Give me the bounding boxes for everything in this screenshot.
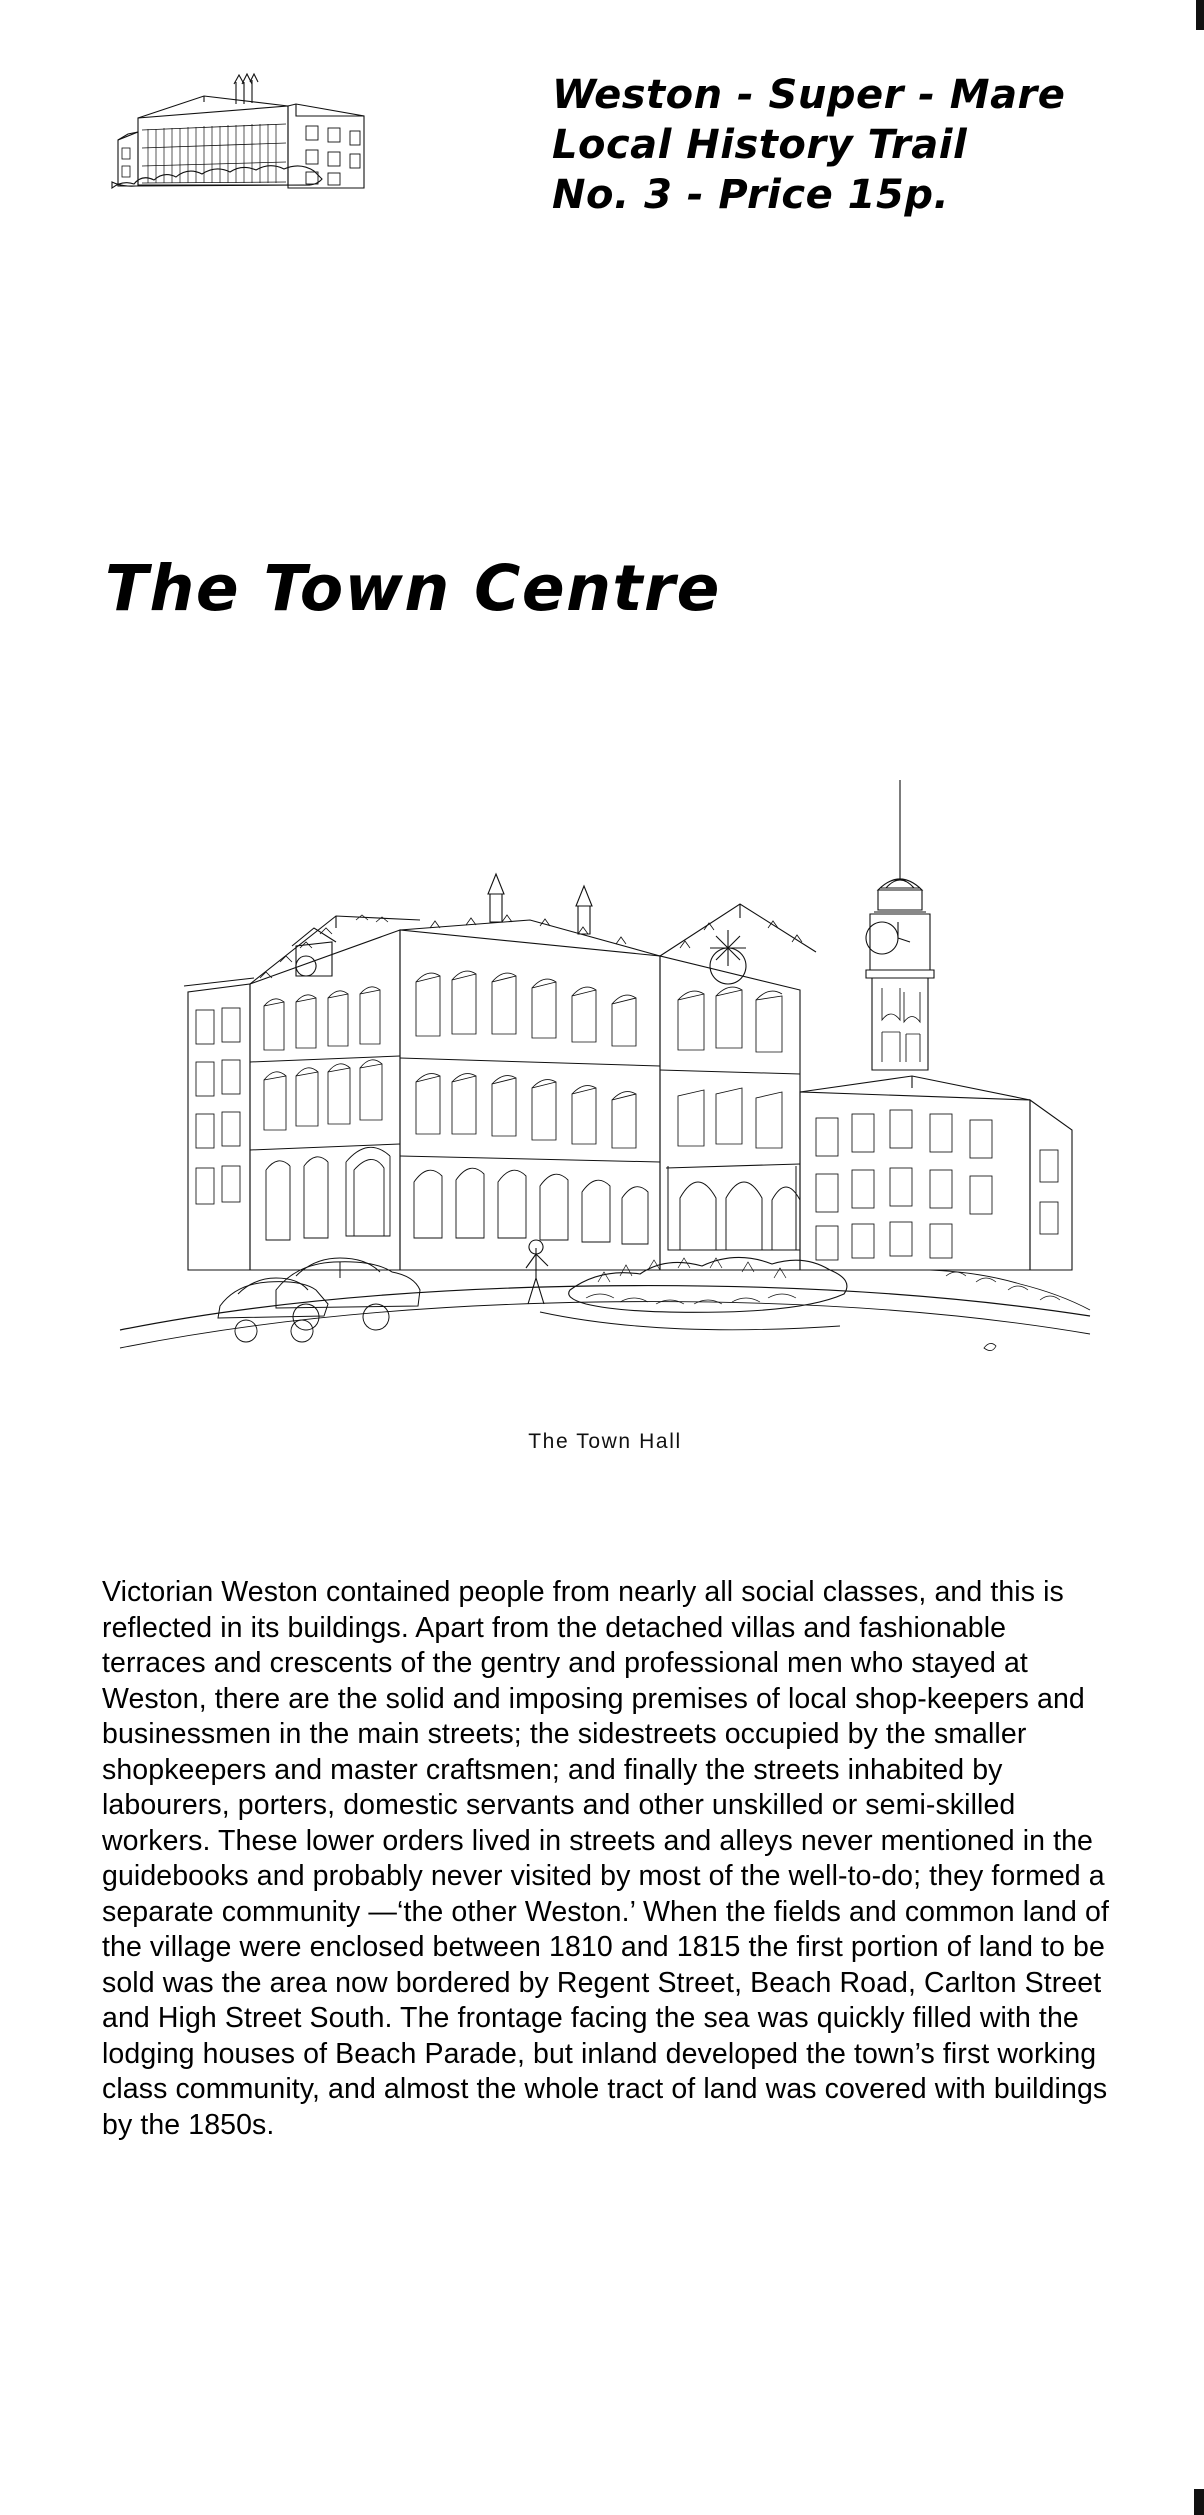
figure-caption: The Town Hall xyxy=(528,1430,682,1453)
masthead-line-1: Weston - Super - Mare xyxy=(552,72,1066,118)
historic-building-engraving-icon xyxy=(108,70,368,205)
scan-edge-artifact-top xyxy=(1196,0,1204,30)
masthead xyxy=(0,70,1204,250)
town-hall-line-drawing xyxy=(100,770,1110,1430)
publication-title xyxy=(552,70,1152,220)
body-paragraph: Victorian Weston contained people from nearly all social classes, and this is reflected in its buildings. Apart from the detached villas and fashionable terraces and crescents of the gentry and professional men who stayed at Weston, there are the solid and imposing premises of local shop-keepers and businessmen in the main streets; the sidestreets occupied by the smaller shopkeepers and master craftsmen; and finally the streets inhabited by labourers, porters, domestic servants and other unskilled or semi-skilled workers. These lower orders lived in streets and alleys never mentioned in the guidebooks and probably never visited by most of the well-to-do; they formed a separate community —‘the other Weston.’ When the fields and common land of the village were enclosed between 1810 and 1815 the first portion of land to be sold was the area now bordered by Regent Street, Beach Road, Carlton Street and High Street South. The frontage facing the sea was quickly filled with the lodging houses of Beach Parade, but inland developed the town’s first working class community, and almost the whole tract of land was covered with buildings by the 1850s. xyxy=(102,1576,1109,2141)
scan-edge-artifact-bottom xyxy=(1194,2489,1204,2515)
body-text xyxy=(102,1575,1114,2143)
masthead-line-3: No. 3 - Price 15p. xyxy=(552,172,950,218)
page-title: The Town Centre xyxy=(105,552,721,625)
illustration-figure xyxy=(100,770,1110,1470)
masthead-line-2: Local History Trail xyxy=(552,122,968,168)
